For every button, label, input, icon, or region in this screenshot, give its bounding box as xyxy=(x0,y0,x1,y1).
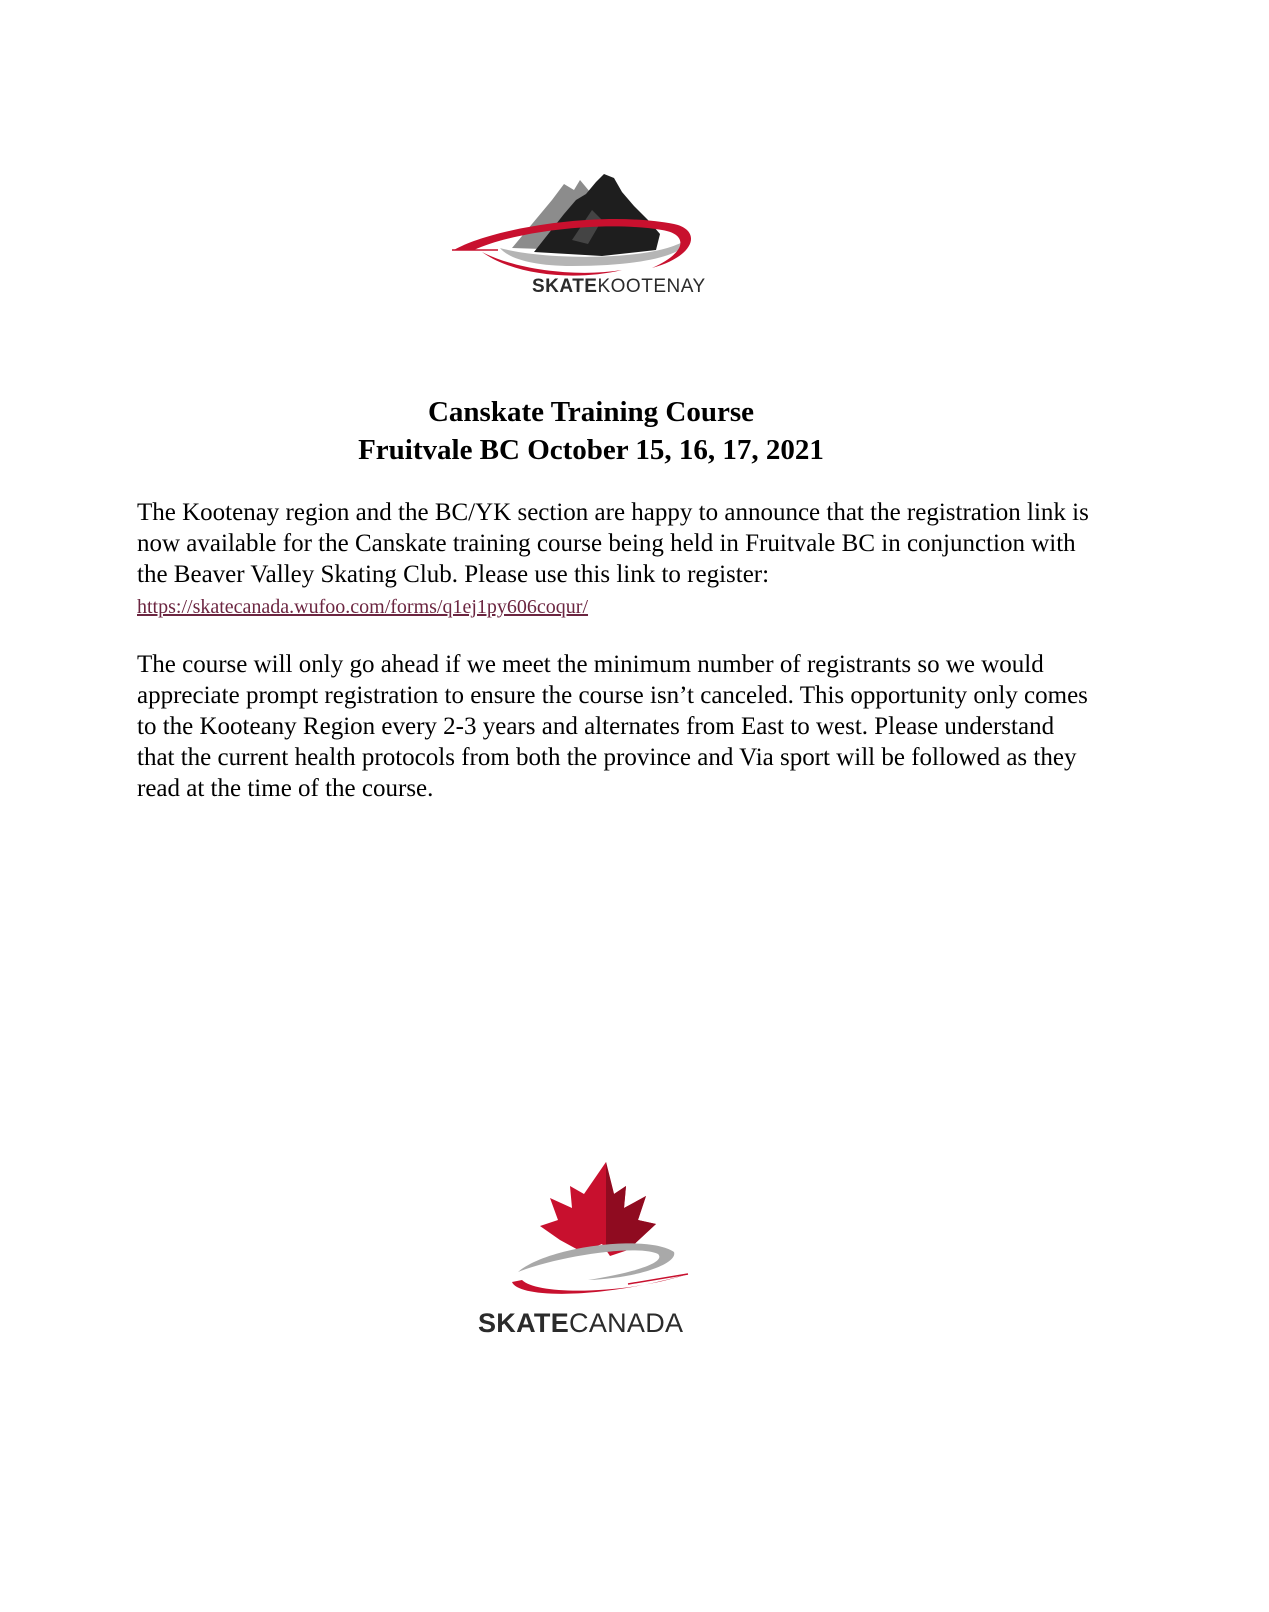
registration-link[interactable]: https://skatecanada.wufoo.com/forms/q1ej1py606coqur/ xyxy=(137,596,589,618)
title-line-1: Canskate Training Course xyxy=(427,396,755,428)
maple-leaf-swoosh-icon xyxy=(478,1160,718,1300)
announcement-paragraph xyxy=(137,497,1097,623)
skate-kootenay-logo xyxy=(452,170,742,310)
skate-kootenay-wordmark xyxy=(532,276,706,298)
skate-canada-wordmark xyxy=(478,1308,683,1339)
course-info-paragraph xyxy=(137,649,1097,804)
paragraph-2: The course will only go ahead if we meet the minimum number of registrants so we would appreciate prompt registration to ensure the course isn’t canceled. This opportunity only comes to the Kooteany Region every 2-3 years and alternates from East to west. Please understand that the current health protocols from both the province and Via sport will be followed as they read at the time of the course. xyxy=(137,651,1088,802)
document-title xyxy=(0,393,1182,469)
paragraph-1 xyxy=(137,497,1097,623)
title-line-2: Fruitvale BC October 15, 16, 17, 2021 xyxy=(358,434,824,466)
mountain-swoosh-icon xyxy=(452,170,742,280)
logo-text-bold: SKATE xyxy=(532,276,598,297)
logo-text-bold: SKATE xyxy=(478,1308,570,1338)
paragraph-1-text: The Kootenay region and the BC/YK section are happy to announce that the registration link is now available for the Canskate training course being held in Fruitvale BC in conjunction with the Beaver Valley Skating Club. Please use this link to register: xyxy=(137,499,1089,588)
skate-canada-logo xyxy=(478,1160,718,1340)
logo-text-light: KOOTENAY xyxy=(597,276,706,297)
logo-text-light: CANADA xyxy=(569,1308,684,1338)
